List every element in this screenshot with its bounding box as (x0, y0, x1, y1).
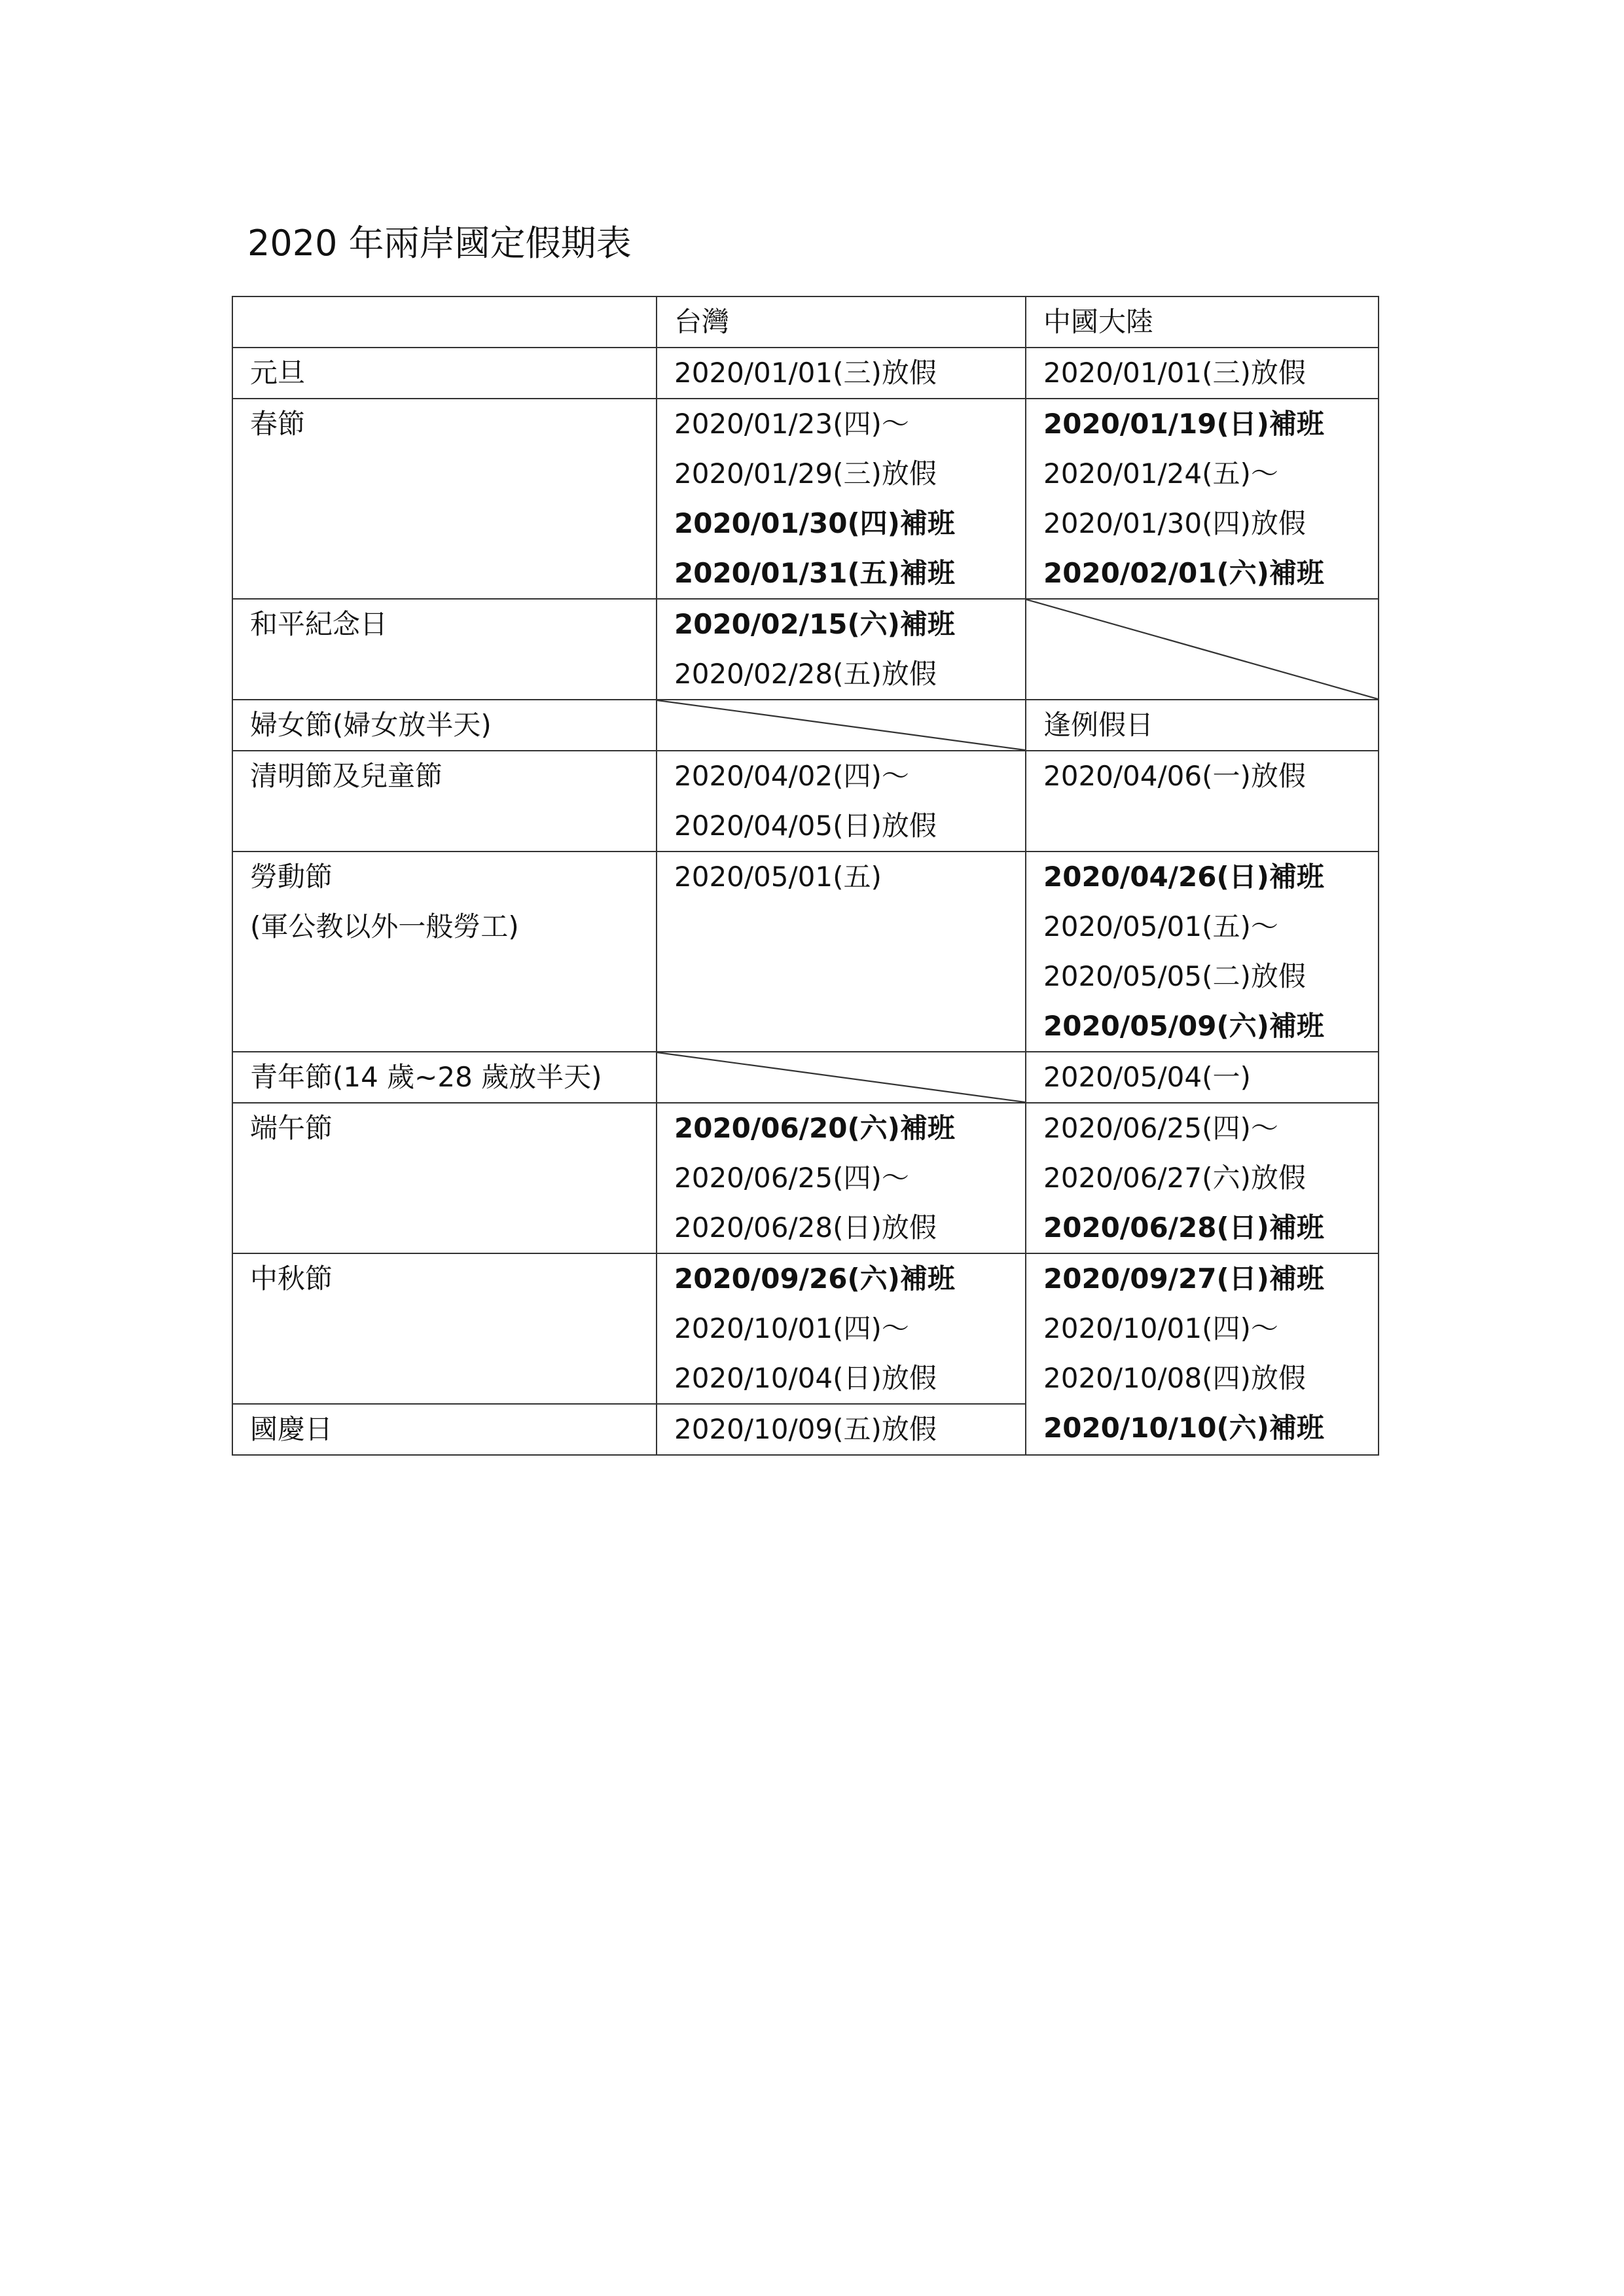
china-dates-empty (1026, 599, 1379, 700)
table-row (232, 599, 1379, 700)
page-title: 2020 年兩岸國定假期表 (247, 223, 632, 264)
holiday-table (232, 296, 1379, 1456)
taiwan-dates-empty (657, 700, 1026, 751)
china-dates: 2020/04/26(日)補班 2020/05/01(五)～ 2020/05/05(二)放假 2020/05/09(六)補班 (1026, 852, 1379, 1052)
holiday-name: 元旦 (232, 348, 657, 399)
china-dates: 2020/06/25(四)～ 2020/06/27(六)放假 2020/06/28(日)補班 (1026, 1103, 1379, 1253)
holiday-name: 端午節 (232, 1103, 657, 1253)
table-row (232, 348, 1379, 399)
taiwan-dates: 2020/01/23(四)～ 2020/01/29(三)放假 2020/01/30(四)補班 2020/01/31(五)補班 (657, 399, 1026, 599)
china-dates: 2020/04/06(一)放假 (1026, 751, 1379, 852)
table-row (232, 852, 1379, 1052)
taiwan-dates: 2020/02/15(六)補班 2020/02/28(五)放假 (657, 599, 1026, 700)
taiwan-dates: 2020/06/20(六)補班 2020/06/25(四)～ 2020/06/28(日)放假 (657, 1103, 1026, 1253)
china-dates: 2020/05/04(一) (1026, 1052, 1379, 1103)
holiday-name: 勞動節 (軍公教以外一般勞工) (232, 852, 657, 1052)
diagonal-slash (1026, 600, 1378, 699)
china-dates: 逢例假日 (1026, 700, 1379, 751)
header-cell-empty (232, 296, 657, 348)
header-cell-china: 中國大陸 (1026, 296, 1379, 348)
holiday-name: 清明節及兒童節 (232, 751, 657, 852)
holiday-name: 婦女節(婦女放半天) (232, 700, 657, 751)
taiwan-dates: 2020/09/26(六)補班 2020/10/01(四)～ 2020/10/04(日)放假 (657, 1253, 1026, 1404)
taiwan-dates: 2020/10/09(五)放假 (657, 1404, 1026, 1455)
table-row (232, 1253, 1379, 1404)
taiwan-dates: 2020/01/01(三)放假 (657, 348, 1026, 399)
holiday-name: 中秋節 (232, 1253, 657, 1404)
taiwan-dates: 2020/05/01(五) (657, 852, 1026, 1052)
holiday-name: 國慶日 (232, 1404, 657, 1455)
table-row (232, 1103, 1379, 1253)
china-dates-merged: 2020/09/27(日)補班 2020/10/01(四)～ 2020/10/08(四)放假 2020/10/10(六)補班 (1026, 1253, 1379, 1455)
table-row (232, 751, 1379, 852)
china-dates: 2020/01/19(日)補班 2020/01/24(五)～ 2020/01/30(四)放假 2020/02/01(六)補班 (1026, 399, 1379, 599)
table-row (232, 1052, 1379, 1103)
table-row (232, 399, 1379, 599)
header-cell-taiwan: 台灣 (657, 296, 1026, 348)
taiwan-dates: 2020/04/02(四)～ 2020/04/05(日)放假 (657, 751, 1026, 852)
table-row (232, 700, 1379, 751)
holiday-name: 春節 (232, 399, 657, 599)
holiday-name: 青年節(14 歲~28 歲放半天) (232, 1052, 657, 1103)
header-row (232, 296, 1379, 348)
holiday-name: 和平紀念日 (232, 599, 657, 700)
taiwan-dates-empty (657, 1052, 1026, 1103)
china-dates: 2020/01/01(三)放假 (1026, 348, 1379, 399)
